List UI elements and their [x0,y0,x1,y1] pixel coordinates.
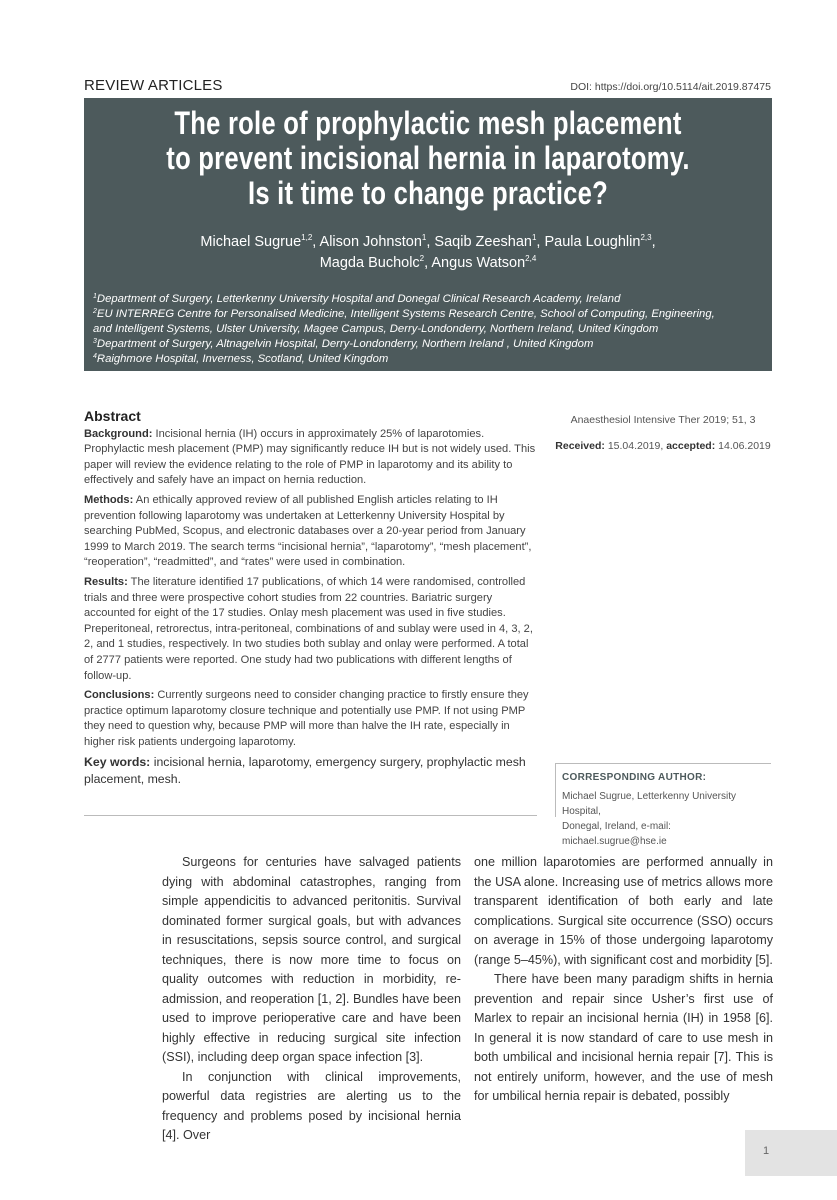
author-affiliation: 1 [421,233,427,242]
abstract-label: Methods: [84,493,134,506]
author-affiliation: 2,4 [525,254,537,263]
affiliation-number: 4 [93,353,97,360]
affiliation-item [93,307,762,322]
corresponding-line: Michael Sugrue, Letterkenny University Hospital, [562,791,736,817]
keywords-label: Key words: [84,755,151,770]
abstract-results [84,575,537,684]
affiliation-item [93,352,762,367]
abstract-text: Currently surgeons need to consider changing practice to firstly ensure they practice optimum laparotomy closure technique and potentially use PMP. If not using PMP they need to question why, because PMP will more than halve the IH rate, especially in higher risk patients undergoing laparotomy. [84,689,529,748]
dates [553,438,773,455]
section-label: REVIEW ARTICLES [84,77,223,94]
author-line [84,253,772,274]
affiliation-text: Department of Surgery, Altnagelvin Hospital, Derry-Londonderry, Northern Ireland , United Kingdom [96,338,594,350]
body-paragraph: one million laparotomies are performed annually in the USA alone. Increasing use of metrics allows more transparent identification of both early and late complications. Surgical site occurrence (SSO) occurs on average in 15% of those undergoing laparotomy (range 5–45%), with significant cost and morbidity [5]. [474,855,773,967]
body-paragraph: In conjunction with clinical improvements, powerful data registries are alerting us to the frequency and problems posed by incisional hernia [4]. Over [162,1069,461,1142]
abstract-methods [84,493,537,571]
page-number: 1 [763,1145,770,1157]
author-name: Paula Loughlin [544,234,641,250]
title-line: to prevent incisional hernia in laparotomy. [166,140,690,176]
keywords-text: incisional hernia, laparotomy, emergency surgery, prophylactic mesh placement, mesh. [84,755,526,787]
author-separator: , [312,234,320,250]
corresponding-heading: CORRESPONDING AUTHOR: [562,772,707,783]
author-name: Alison Johnston [319,234,422,250]
body-column-right [474,853,773,1107]
abstract-text: An ethically approved review of all published English articles relating to IH prevention following laparotomy was undertaken at Letterkenny University Hospital by searching PubMed, Scopus, and electronic databases over a 20-year period from January 1999 to March 2019. The search terms “incisional hernia”, “laparotomy”, “mesh placement”, “reoperation”, “readmitted”, and “rates” were used in combination. [84,493,532,569]
author-separator: , [536,234,545,250]
affiliation-item [93,292,762,307]
title-banner [84,98,772,371]
body-paragraph: There have been many paradigm shifts in hernia prevention and repair since Usher’s first use of Marlex to repair an incisional hernia (IH) in 1958 [6]. In general it is now standard of care to use mesh in both umbilical and incisional hernia repair [7]. This is not entirely uniform, however, and the use of mesh for umbilical hernia repair is debated, possibly [474,972,773,1103]
page-number-box [745,1130,837,1176]
accepted-date: 14.06.2019 [718,440,771,452]
divider [555,763,556,817]
accepted-label: accepted: [666,440,716,452]
article-meta [553,412,773,455]
affiliation-text: and Intelligent Systems, Ulster University, Magee Campus, Derry-Londonderry, Northern Ireland, United Kingdom [93,323,659,335]
article-title [153,106,703,211]
body-paragraph: Surgeons for centuries have salvaged patients dying with abdominal catastrophes, ranging from simple appendicitis to advanced peritonitis. Survival dominated former surgical goals, but with advances in resuscitations, sepsis source control, and surgical techniques, there is now more time to focus on quality outcomes with reduction in morbidity, re-admission, and reoperation [1, 2]. Bundles have been used to improve perioperative care and have been highly effective in reducing surgical site infection (SSI), including deep organ space infection [3]. [162,855,461,1064]
affiliations [93,292,762,367]
author-affiliation: 2,3 [640,233,652,242]
body-column-left [162,853,461,1146]
author-name: Saqib Zeeshan [434,234,532,250]
affiliation-number: 2 [93,308,97,315]
affiliation-number: 1 [93,293,97,300]
abstract-label: Conclusions: [84,689,155,702]
abstract-text: The literature identified 17 publications, of which 14 were randomised, controlled trials and three were prospective cohort studies from 22 countries. Bariatric surgery accounted for eight of the 17 studies. Onlay mesh placement was used in five studies. Preperitoneal, retrorectus, intra-peritoneal, combinations of and sublay were used in 4, 3, 2, 2, and 1 studies, respectively. In two studies both sublay and onlay were performed. A total of 2777 patients were reported. One study had two publications with different lengths of follow-up. [84,575,533,682]
corresponding-line: Donegal, Ireland, e-mail: michael.sugrue@hse.ie [562,821,671,847]
author-separator: , [424,255,432,271]
author-separator: , [651,234,656,250]
abstract-text: Incisional hernia (IH) occurs in approximately 25% of laparotomies. Prophylactic mesh placement (PMP) may significantly reduce IH but is not widely used. This paper will review the evidence relating to the role of PMP in laparotomy and its ability to effectively and safely have an impact on hernia reduction. [84,427,536,487]
abstract-label: Results: [84,575,128,588]
abstract-heading: Abstract [84,408,141,424]
abstract-background [84,427,537,489]
doi-link[interactable]: DOI: https://doi.org/10.5114/ait.2019.87475 [570,81,771,93]
author-affiliation: 1,2 [301,233,313,242]
title-line: Is it time to change practice? [248,175,608,211]
received-date: 15.04.2019, [607,440,664,452]
abstract-label: Background: [84,427,153,440]
author-name: Michael Sugrue [200,234,302,250]
author-affiliation: 2 [419,254,425,263]
author-affiliation: 1 [531,233,537,242]
journal-citation: Anaesthesiol Intensive Ther 2019; 51, 3 [570,414,756,426]
abstract-conclusions [84,688,537,750]
corresponding-author [562,770,772,849]
author-name: Magda Bucholc [319,255,420,271]
author-separator: , [426,234,435,250]
affiliation-item [93,322,762,337]
keywords [84,754,537,788]
received-label: Received: [555,440,605,452]
author-line [84,232,772,253]
author-name: Angus Watson [431,255,526,271]
author-list [84,232,772,274]
affiliation-text: EU INTERREG Centre for Personalised Medicine, Intelligent Systems Research Centre, School of Computing, Engineering, [96,308,715,320]
affiliation-number: 3 [93,338,97,345]
divider [84,815,537,816]
abstract [84,409,537,788]
affiliation-item [93,337,762,352]
divider [555,763,771,764]
title-line: The role of prophylactic mesh placement [174,105,682,141]
affiliation-text: Department of Surgery, Letterkenny University Hospital and Donegal Clinical Research Academy, Ireland [96,293,621,305]
affiliation-text: Raighmore Hospital, Inverness, Scotland, United Kingdom [96,353,389,365]
